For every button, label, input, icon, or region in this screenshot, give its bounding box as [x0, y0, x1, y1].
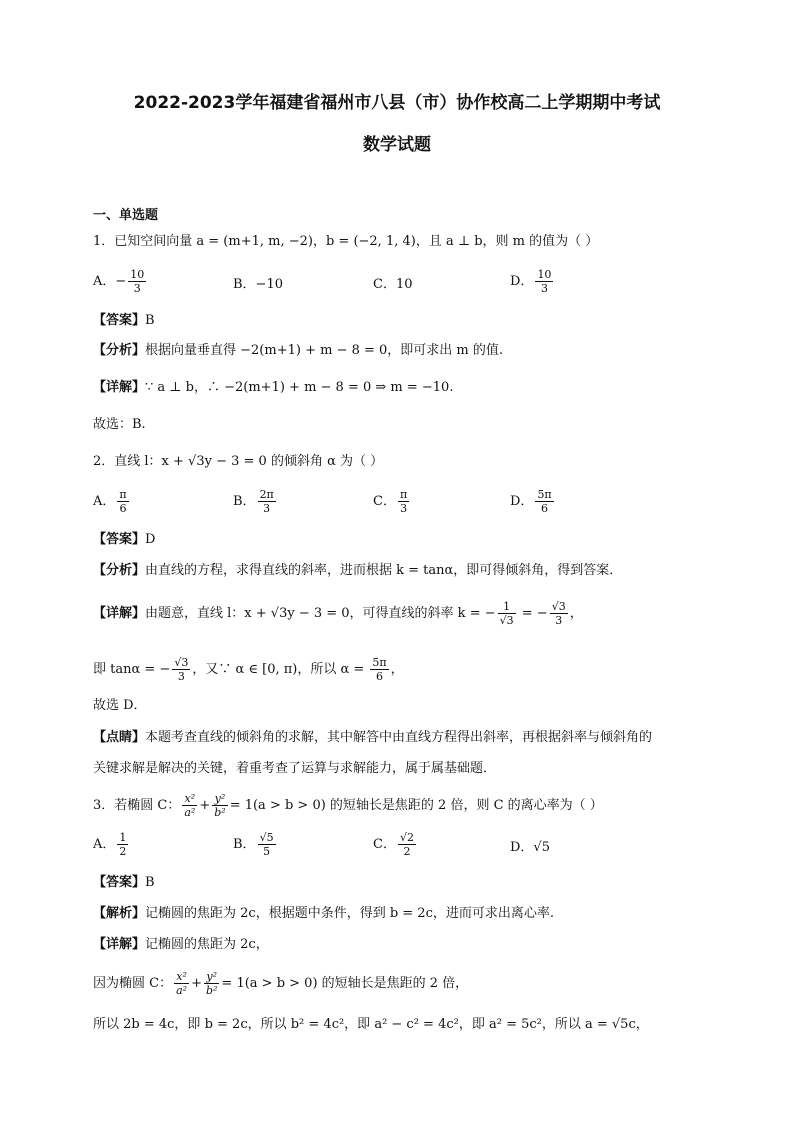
- q2-option-a: A． $\frac{\pi}{6}$: [93, 488, 127, 515]
- q1-answer: 【答案】B: [93, 313, 155, 328]
- q1-choose: 故选：B.: [93, 417, 146, 432]
- q2-detail-line2: 即 tanα = − $\frac{√3}{3}$ ，又∵ α ∈ [0, π)，所以 α = $\frac{5\pi}{6}$ ，: [93, 656, 404, 683]
- q2-comment-1: 【点睛】本题考查直线的倾斜角的求解，其中解答中由直线方程得出斜率，再根据斜率与倾斜角的: [93, 730, 653, 745]
- q1-option-d: D． $\frac{10}{3}$: [510, 268, 552, 295]
- q2-answer: 【答案】D: [93, 532, 156, 547]
- q3-option-d: D．√5: [510, 840, 550, 855]
- q3-detail-line3: 所以 2b = 4c，即 b = 2c，所以 b² = 4c²，即 a² − c² = 4c²，即 a² = 5c²，所以 a = √5c，: [93, 1017, 649, 1032]
- q2-detail: 【详解】由题意，直线 l：x + √3y − 3 = 0，可得直线的斜率 k = − $\frac{1}{√3}$ = − $\frac{√3}{3}$ ，: [93, 600, 583, 627]
- q1-detail: 【详解】∵ a ⊥ b，∴ −2(m+1) + m − 8 = 0 ⇒ m = −10.: [93, 380, 454, 395]
- q2-option-d: D． $\frac{5\pi}{6}$: [510, 488, 552, 515]
- document-title: 2022-2023学年福建省福州市八县（市）协作校高二上学期期中考试: [133, 93, 661, 113]
- q1-option-a: A．− $\frac{10}{3}$: [93, 268, 145, 295]
- q2-analysis: 【分析】由直线的方程，求得直线的斜率，进而根据 k = tanα，即可得倾斜角，得到答案．: [93, 563, 623, 578]
- q3-option-b: B． $\frac{√5}{5}$: [233, 831, 274, 858]
- q1-stem: 1．已知空间向量 a = (m+1, m, −2)，b = (−2, 1, 4)，且 a ⊥ b，则 m 的值为（ ）: [93, 234, 599, 249]
- q1-analysis: 【分析】根据向量垂直得 −2(m+1) + m − 8 = 0，即可求出 m 的值.: [93, 343, 504, 358]
- q2-comment-2: 关键求解是解决的关键，着重考查了运算与求解能力，属于属基础题．: [93, 761, 497, 776]
- q1-option-b: B．−10: [233, 277, 283, 292]
- section-heading: 一、单选题: [93, 208, 159, 223]
- q3-option-c: C． $\frac{√2}{2}$: [373, 831, 414, 858]
- q2-option-b: B． $\frac{2\pi}{3}$: [233, 488, 274, 515]
- q3-stem: 3．若椭圆 C： $\frac{\text{x²}}{\text{a²}}$ + $\frac{\text{y²}}{\text{b²}}$ = 1(a > b > 0) 的短轴长是焦距的 2 倍，则 C 的离心率为（ ）: [93, 792, 603, 819]
- q3-analysis: 【解析】记椭圆的焦距为 2c，根据题中条件，得到 b = 2c，进而可求出离心率.: [93, 906, 554, 921]
- q3-detail-line2: 因为椭圆 C： $\frac{\text{x²}}{\text{a²}}$ + $\frac{\text{y²}}{\text{b²}}$ = 1(a > b > 0) 的短轴长是焦距的 2 倍，: [93, 970, 469, 997]
- document-subtitle: 数学试题: [363, 135, 431, 155]
- q2-stem: 2．直线 l：x + √3y − 3 = 0 的倾斜角 α 为（ ）: [93, 454, 384, 469]
- q3-answer: 【答案】B: [93, 875, 155, 890]
- q2-option-c: C． $\frac{\pi}{3}$: [373, 488, 408, 515]
- q3-detail: 【详解】记椭圆的焦距为 2c，: [93, 937, 269, 952]
- q3-option-a: A． $\frac{1}{2}$: [93, 831, 127, 858]
- q2-choose: 故选 D．: [93, 698, 147, 713]
- q1-option-c: C．10: [373, 277, 413, 292]
